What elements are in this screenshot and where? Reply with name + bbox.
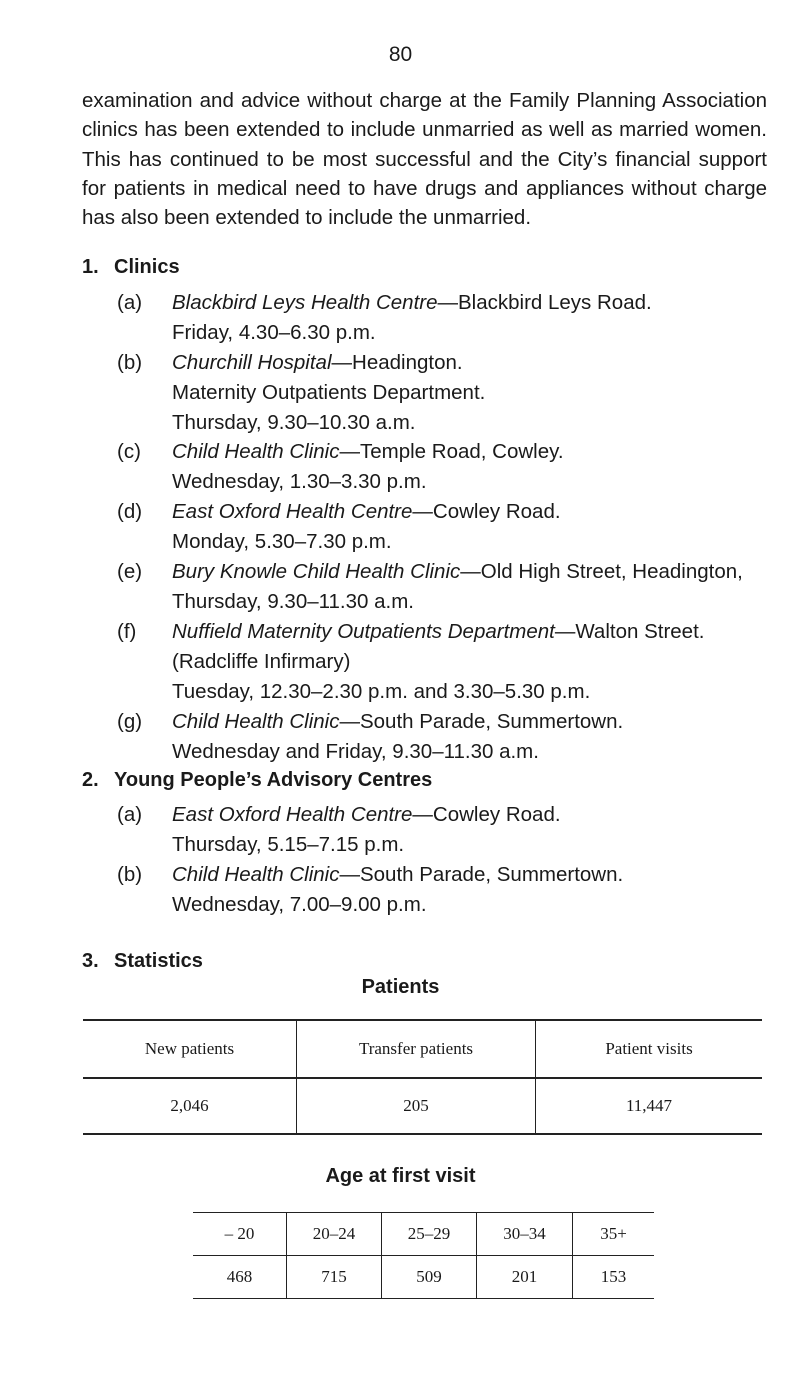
clinic-detail: Monday, 5.30–7.30 p.m. bbox=[172, 530, 392, 553]
item-label: (e) bbox=[117, 560, 143, 583]
clinic-location: —South Parade, Summertown. bbox=[339, 710, 624, 733]
clinic-name: Churchill Hospital bbox=[172, 351, 332, 374]
clinic-location: —Blackbird Leys Road. bbox=[437, 291, 652, 314]
section-clinics-heading bbox=[82, 256, 180, 279]
section-title: Clinics bbox=[114, 256, 180, 278]
section-statistics-heading bbox=[82, 950, 203, 973]
clinic-detail: Tuesday, 12.30–2.30 p.m. and 3.30–5.30 p.m. bbox=[172, 680, 591, 703]
clinic-name: East Oxford Health Centre bbox=[172, 803, 413, 826]
young-item-b bbox=[117, 860, 623, 920]
clinic-item-c bbox=[117, 437, 564, 497]
table-cell: 11,447 bbox=[536, 1078, 763, 1134]
section-number: 1. bbox=[82, 256, 99, 278]
table-header-cell: 30–34 bbox=[477, 1213, 573, 1256]
table-header-cell: 25–29 bbox=[382, 1213, 477, 1256]
item-label: (b) bbox=[117, 351, 143, 374]
table-cell: 715 bbox=[287, 1256, 382, 1299]
table-header-cell: 35+ bbox=[573, 1213, 655, 1256]
table-row bbox=[193, 1256, 654, 1299]
clinic-detail: Maternity Outpatients Department. bbox=[172, 381, 486, 404]
section-title: Statistics bbox=[114, 950, 203, 972]
section-number: 3. bbox=[82, 950, 99, 972]
clinic-location: —Temple Road, Cowley. bbox=[339, 440, 564, 463]
item-label: (a) bbox=[117, 291, 143, 314]
item-label: (a) bbox=[117, 803, 143, 826]
clinic-detail: Wednesday, 7.00–9.00 p.m. bbox=[172, 893, 427, 916]
table-header-cell: – 20 bbox=[193, 1213, 287, 1256]
section-young-heading bbox=[82, 769, 432, 792]
table-row bbox=[83, 1078, 762, 1134]
clinic-detail: Thursday, 9.30–11.30 a.m. bbox=[172, 590, 414, 613]
clinic-location: —South Parade, Summertown. bbox=[339, 863, 624, 886]
clinic-detail: Thursday, 5.15–7.15 p.m. bbox=[172, 833, 405, 856]
clinic-detail: Friday, 4.30–6.30 p.m. bbox=[172, 321, 376, 344]
table-header-row bbox=[83, 1020, 762, 1078]
item-label: (c) bbox=[117, 440, 141, 463]
clinic-name: Child Health Clinic bbox=[172, 710, 340, 733]
clinic-name: Nuffield Maternity Outpatients Department bbox=[172, 620, 555, 643]
clinic-name: Child Health Clinic bbox=[172, 440, 340, 463]
clinic-detail: Wednesday and Friday, 9.30–11.30 a.m. bbox=[172, 740, 539, 763]
clinic-item-a bbox=[117, 288, 652, 348]
clinic-location: —Walton Street. bbox=[554, 620, 705, 643]
clinic-detail: Thursday, 9.30–10.30 a.m. bbox=[172, 411, 416, 434]
table-cell: 2,046 bbox=[83, 1078, 297, 1134]
clinic-detail: Wednesday, 1.30–3.30 p.m. bbox=[172, 470, 427, 493]
table-cell: 509 bbox=[382, 1256, 477, 1299]
patients-table-title: Patients bbox=[361, 976, 440, 998]
table-cell: 153 bbox=[573, 1256, 655, 1299]
clinic-name: Child Health Clinic bbox=[172, 863, 340, 886]
age-table-title: Age at first visit bbox=[325, 1165, 476, 1187]
table-header-cell: New patients bbox=[83, 1020, 297, 1078]
intro-paragraph: examination and advice without charge at the Family Planning Association clinics has been extended to include unmarried as well as married women. This has continued to be most successful and the City’s financial support for patients in medical need to have drugs and appliances without charge has also been extended to include the unmarried. bbox=[82, 89, 767, 230]
section-title: Young People’s Advisory Centres bbox=[114, 769, 433, 791]
table-cell: 205 bbox=[297, 1078, 536, 1134]
item-label: (b) bbox=[117, 863, 143, 886]
table-cell: 468 bbox=[193, 1256, 287, 1299]
clinic-item-f bbox=[117, 617, 704, 707]
clinic-name: East Oxford Health Centre bbox=[172, 500, 413, 523]
clinic-name: Blackbird Leys Health Centre bbox=[172, 291, 438, 314]
clinic-location: —Headington. bbox=[331, 351, 463, 374]
clinic-item-d bbox=[117, 497, 561, 557]
table-header-cell: Patient visits bbox=[536, 1020, 763, 1078]
clinic-name: Bury Knowle Child Health Clinic bbox=[172, 560, 461, 583]
age-table bbox=[193, 1212, 654, 1299]
table-cell: 201 bbox=[477, 1256, 573, 1299]
clinic-item-g bbox=[117, 707, 623, 767]
item-label: (f) bbox=[117, 620, 137, 643]
item-label: (g) bbox=[117, 710, 143, 733]
clinic-location: —Cowley Road. bbox=[412, 803, 561, 826]
page-number: 80 bbox=[388, 43, 413, 66]
item-label: (d) bbox=[117, 500, 143, 523]
young-item-a bbox=[117, 800, 561, 860]
section-number: 2. bbox=[82, 769, 99, 791]
table-header-cell: Transfer patients bbox=[297, 1020, 536, 1078]
patients-table bbox=[83, 1019, 762, 1135]
clinic-detail: (Radcliffe Infirmary) bbox=[172, 650, 351, 673]
table-header-row bbox=[193, 1213, 654, 1256]
clinic-item-e bbox=[117, 557, 743, 617]
clinic-item-b bbox=[117, 348, 485, 438]
clinic-location: —Old High Street, Headington, bbox=[460, 560, 743, 583]
clinic-location: —Cowley Road. bbox=[412, 500, 561, 523]
table-header-cell: 20–24 bbox=[287, 1213, 382, 1256]
